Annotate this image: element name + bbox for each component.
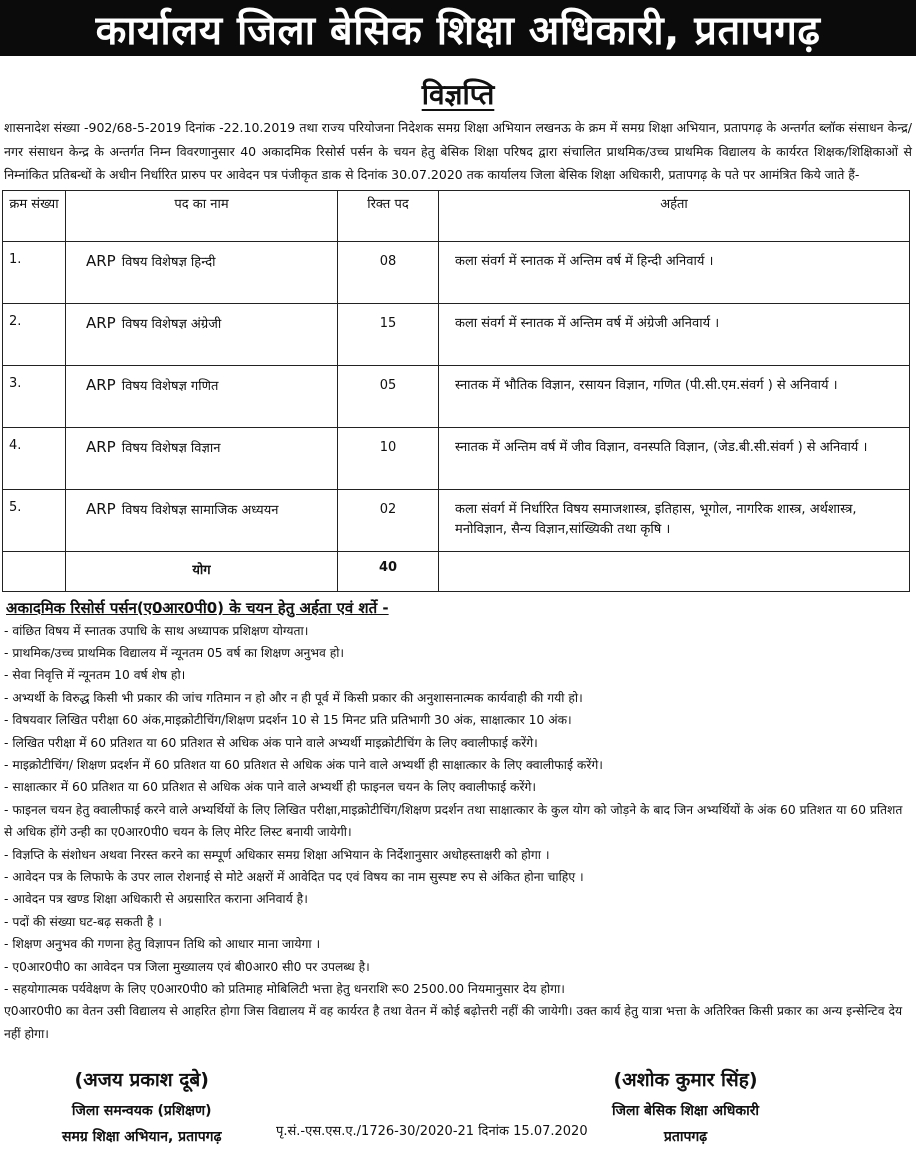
header-serial: क्रम संख्या [3,190,66,241]
table-total-row [3,551,910,591]
total-label: योग [66,551,338,591]
header-post: पद का नाम [66,190,338,241]
table-header-row [3,190,910,241]
list-item: - विज्ञप्ति के संशोधन अथवा निरस्त करने का सम्पूर्ण अधिकार समग्र शिक्षा अभियान के निर्देशानुसार अधोहस्ताक्षरी को होगा । [4,847,550,862]
post-name: विषय विशेषज्ञ अंग्रेजी [121,316,222,332]
total-value: 40 [338,551,439,591]
cell-qualification: कला संवर्ग में स्नातक में अन्तिम वर्ष में हिन्दी अनिवार्य । [439,241,910,303]
list-item: - अभ्यर्थी के विरुद्ध किसी भी प्रकार की जांच गतिमान न हो और न ही पूर्व में किसी प्रकार की अनुशासनात्मक कार्यवाही की गयी हो। [4,690,583,705]
list-item: - फाइनल चयन हेतु क्वालीफाई करने वाले अभ्यर्थियों के लिए लिखित परीक्षा,माइक्रोटीचिंग/शिक्षण प्रदर्शन तथा साक्षात्कार के कुल योग को जोड़ने के बाद जिन अभ्यर्थियों के अंक 60 प्रतिशत या 60 प्रतिशत से अधिक होंगे उन्ही का ए0आर0पी0 चयन के लिए मेरिट लिस्ट बनायी जायेगी। [4,802,903,840]
arp-label: ARP [86,375,116,394]
list-item: ए0आर0पी0 का वेतन उसी विद्यालय से आहरित होगा जिस विद्यालय में वह कार्यरत है तथा वेतन में कोई बढ़ोत्तरी नहीं की जायेगी। उक्त कार्य हेतु यात्रा भत्ता के अतिरिक्त किसी प्रकार का अन्य इन्सेन्टिव देय नहीं होगा। [4,1004,903,1041]
cell-post [66,427,338,489]
list-item: - साक्षात्कार में 60 प्रतिशत या 60 प्रतिशत से अधिक अंक पाने वाले अभ्यर्थी ही फाइनल चयन के लिए क्वालीफाई करेंगे। [4,780,537,795]
signatory-name: (अजय प्रकाश दूबे) [74,1069,209,1091]
post-name: विषय विशेषज्ञ गणित [121,378,219,394]
signatory-name: (अशोक कुमार सिंह) [613,1069,758,1091]
list-item: - वांछित विषय में स्नातक उपाधि के साथ अध्यापक प्रशिक्षण योग्यता। [4,623,309,638]
list-item: - सहयोगात्मक पर्यवेक्षण के लिए ए0आर0पी0 को प्रतिमाह मोबिलिटी भत्ता हेतु धनराशि रू0 2500.00 नियमानुसार देय होगा। [4,982,565,996]
notice-title: विज्ञप्ति [421,78,495,111]
cell-serial: 4. [3,427,66,489]
list-item: - पदों की संख्या घट-बढ़ सकती है । [4,914,162,929]
header-vacancies: रिक्त पद [338,190,439,241]
table-row [3,365,910,427]
list-item: - ए0आर0पी0 का आवेदन पत्र जिला मुख्यालय एवं बी0आर0 सी0 पर उपलब्ध है। [4,959,370,974]
cell-vacancies: 15 [338,303,439,365]
arp-label: ARP [86,499,116,518]
post-name: विषय विशेषज्ञ विज्ञान [121,440,221,456]
cell-post [66,303,338,365]
post-name: विषय विशेषज्ञ सामाजिक अध्ययन [121,502,279,518]
cell-post [66,365,338,427]
signature-left [62,1066,221,1150]
signatory-designation: जिला बेसिक शिक्षा अधिकारी [612,1103,760,1119]
list-item: - माइक्रोटीचिंग/ शिक्षण प्रदर्शन में 60 प्रतिशत या 60 प्रतिशत से अधिक अंक पाने वाले अभ्यर्थी ही साक्षात्कार के लिए क्वालीफाई करेंगे। [4,757,603,772]
table-row [3,303,910,365]
arp-label: ARP [86,251,116,270]
list-item: - आवेदन पत्र खण्ड शिक्षा अधिकारी से अग्रसारित कराना अनिवार्य है। [4,892,308,907]
cell-serial: 5. [3,489,66,551]
signatory-designation: जिला समन्वयक (प्रशिक्षण) [71,1103,212,1119]
vacancy-table [2,190,910,592]
list-item: - विषयवार लिखित परीक्षा 60 अंक,माइक्रोटीचिंग/शिक्षण प्रदर्शन 10 से 15 मिनट प्रति प्रतिभागी 30 अंक, साक्षात्कार 10 अंक। [4,713,572,728]
list-item: - प्राथमिक/उच्च प्राथमिक विद्यालय में न्यूनतम 05 वर्ष का शिक्षण अनुभव हो। [4,645,345,660]
list-item: - आवेदन पत्र के लिफाफे के उपर लाल रोशनाई से मोटे अक्षरों में आवेदित पद एवं विषय का नाम सुस्पष्ट रुप से अंकित होना चाहिए । [4,869,584,884]
list-item: - लिखित परीक्षा में 60 प्रतिशत या 60 प्रतिशत से अधिक अंक पाने वाले अभ्यर्थी माइक्रोटीचिंग के लिए क्वालीफाई करेंगे। [4,735,538,750]
conditions-list [4,620,912,1046]
cell-vacancies: 05 [338,365,439,427]
cell-qualification: स्नातक में अन्तिम वर्ष में जीव विज्ञान, वनस्पति विज्ञान, (जेड.बी.सी.संवर्ग ) से अनिवार्य । [439,427,910,489]
cell-qualification: कला संवर्ग में निर्धारित विषय समाजशास्त्र, इतिहास, भूगोल, नागरिक शास्त्र, अर्थशास्त्र, मनोविज्ञान, सैन्य विज्ञान,सांख्यिकी तथा कृषि । [439,489,910,551]
list-item: - सेवा निवृत्ति में न्यूनतम 10 वर्ष शेष हो। [4,668,186,683]
cell-post [66,489,338,551]
table-row [3,427,910,489]
cell-post [66,241,338,303]
signature-right [612,1066,759,1150]
list-item: - शिक्षण अनुभव की गणना हेतु विज्ञापन तिथि को आधार माना जायेगा । [4,937,321,952]
cell-serial: 2. [3,303,66,365]
arp-label: ARP [86,313,116,332]
arp-label: ARP [86,437,116,456]
conditions-heading: अकादमिक रिसोर्स पर्सन(ए0आर0पी0) के चयन हेतु अर्हता एवं शर्ते - [6,598,389,617]
signatory-office: समग्र शिक्षा अभियान, प्रतापगढ़ [62,1129,222,1145]
cell-vacancies: 08 [338,241,439,303]
cell-serial: 1. [3,241,66,303]
header-qualification: अर्हता [439,190,910,241]
cell-vacancies: 02 [338,489,439,551]
table-row [3,241,910,303]
post-name: विषय विशेषज्ञ हिन्दी [121,254,216,270]
cell-qualification: कला संवर्ग में स्नातक में अन्तिम वर्ष में अंग्रेजी अनिवार्य । [439,303,910,365]
cell-vacancies: 10 [338,427,439,489]
cell-qualification: स्नातक में भौतिक विज्ञान, रसायन विज्ञान, गणित (पी.सी.एम.संवर्ग ) से अनिवार्य । [439,365,910,427]
reference-number: पृ.सं.-एस.एस.ए./1726-30/2020-21 दिनांक 15.07.2020 [276,1124,588,1139]
signatory-office: प्रतापगढ़ [663,1129,708,1145]
cell-serial: 3. [3,365,66,427]
table-row [3,489,910,551]
intro-paragraph: शासनादेश संख्या -902/68-5-2019 दिनांक -22.10.2019 तथा राज्य परियोजना निदेशक समग्र शिक्षा अभियान लखनऊ के क्रम में समग्र शिक्षा अभियान, प्रतापगढ़ के अन्तर्गत ब्लॉक संसाधन केन्द्र/नगर संसाधन केन्द्र के अन्तर्गत निम्न विवरणानुसार 40 अकादमिक रिसोर्स पर्सन के चयन हेतु बेसिक शिक्षा परिषद द्वारा संचालित प्राथमिक/उच्च प्राथमिक विद्यालय के कार्यरत शिक्षक/शिक्षिकाओं से निम्नांकित प्रतिबन्धों के अधीन निर्धारित प्रारुप पर आवेदन पत्र पंजीकृत डाक से दिनांक 30.07.2020 तक कार्यालय जिला बेसिक शिक्षा अधिकारी, प्रतापगढ़ के पते पर आमंत्रित किये जाते हैं- [4,120,912,182]
office-title: कार्यालय जिला बेसिक शिक्षा अधिकारी, प्रतापगढ़ [95,7,821,54]
office-header [0,0,916,56]
